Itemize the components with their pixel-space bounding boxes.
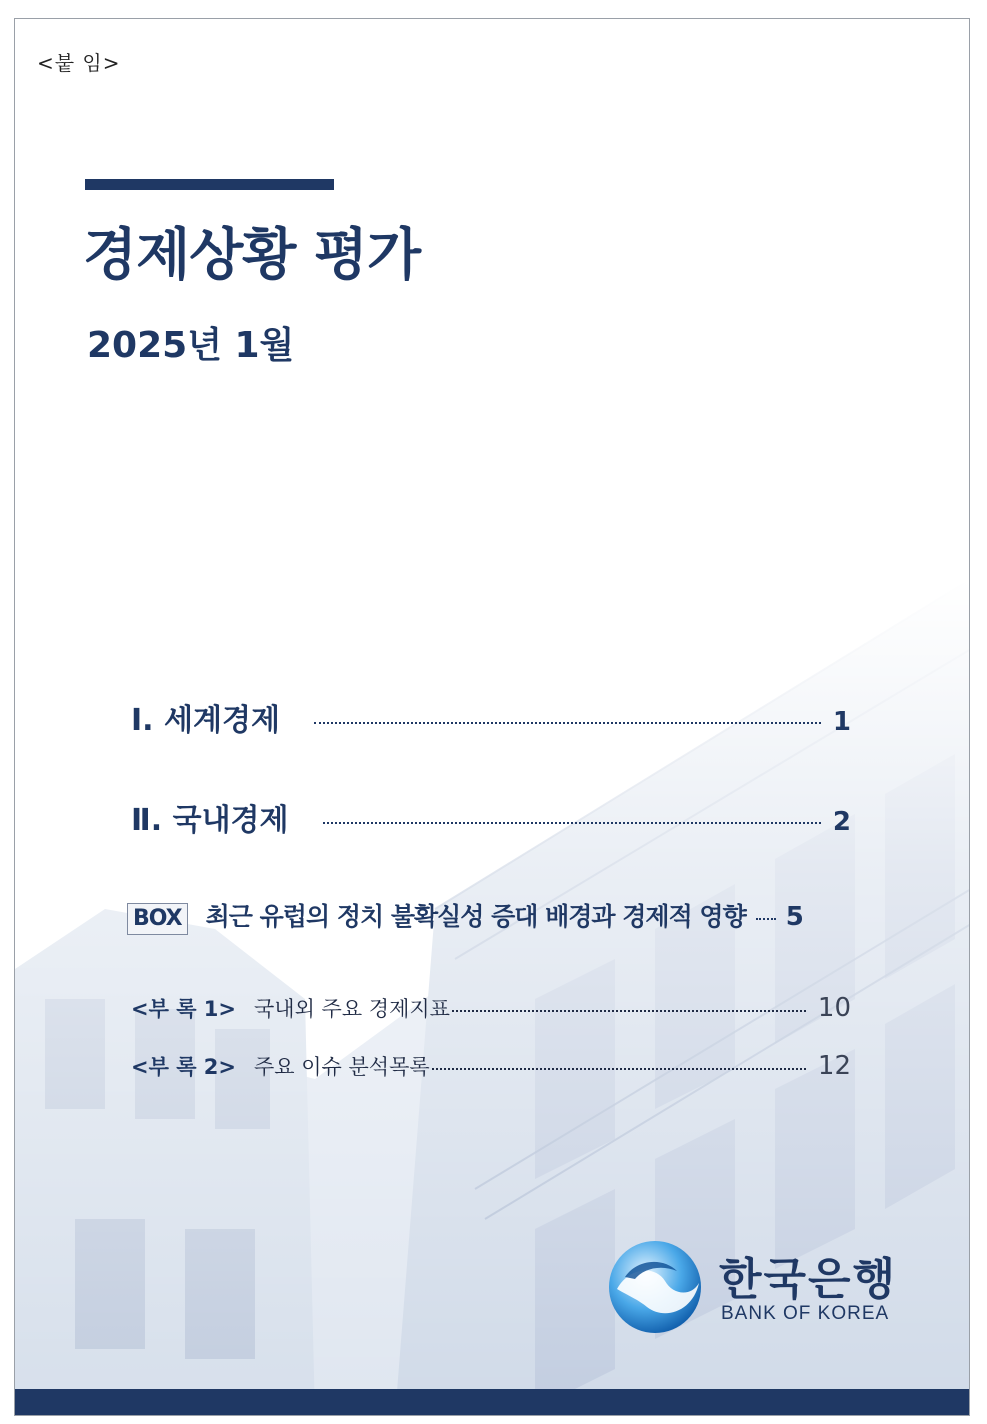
bank-emblem-icon	[607, 1237, 707, 1337]
toc-leader	[452, 1009, 806, 1012]
document-title: 경제상황 평가	[83, 223, 421, 288]
box-tag: BOX	[127, 903, 188, 935]
toc-page-number: 12	[817, 1051, 851, 1081]
toc-item-label: 최근 유럽의 정치 불확실성 증대 배경과 경제적 영향	[205, 902, 746, 931]
toc-item-appendix-2[interactable]	[131, 1051, 851, 1081]
toc-item-appendix-1[interactable]	[131, 993, 851, 1023]
toc-leader	[756, 917, 776, 920]
toc-page-number: 2	[832, 807, 851, 837]
document-date: 2025년 1월	[87, 325, 295, 366]
toc-item-box[interactable]	[127, 897, 851, 935]
bottom-band	[15, 1389, 970, 1416]
toc-item-label: 국내외 주요 경제지표	[254, 997, 450, 1021]
title-accent-bar	[85, 179, 334, 190]
logo-english-name: BANK OF KOREA	[721, 1303, 890, 1324]
toc-item-domestic-economy[interactable]	[131, 795, 851, 839]
logo-korean-name: 한국은행	[719, 1254, 898, 1305]
toc-page-number: 5	[785, 902, 803, 932]
bank-of-korea-logo	[607, 1237, 907, 1337]
appendix-label: <부 록 2>	[131, 1055, 236, 1079]
cover-page	[14, 18, 970, 1416]
toc-page-number: 1	[832, 707, 851, 737]
toc-item-label: Ⅰ. 세계경제	[131, 703, 280, 738]
toc-leader	[432, 1067, 806, 1070]
attachment-label: <붙 임>	[37, 51, 121, 75]
toc-leader	[323, 821, 821, 824]
appendix-label: <부 록 1>	[131, 997, 236, 1021]
toc-page-number: 10	[817, 993, 851, 1023]
toc-item-world-economy[interactable]	[131, 695, 851, 739]
toc-leader	[314, 721, 821, 724]
toc-item-label: Ⅱ. 국내경제	[131, 803, 289, 838]
toc-item-label: 주요 이슈 분석목록	[254, 1055, 430, 1079]
